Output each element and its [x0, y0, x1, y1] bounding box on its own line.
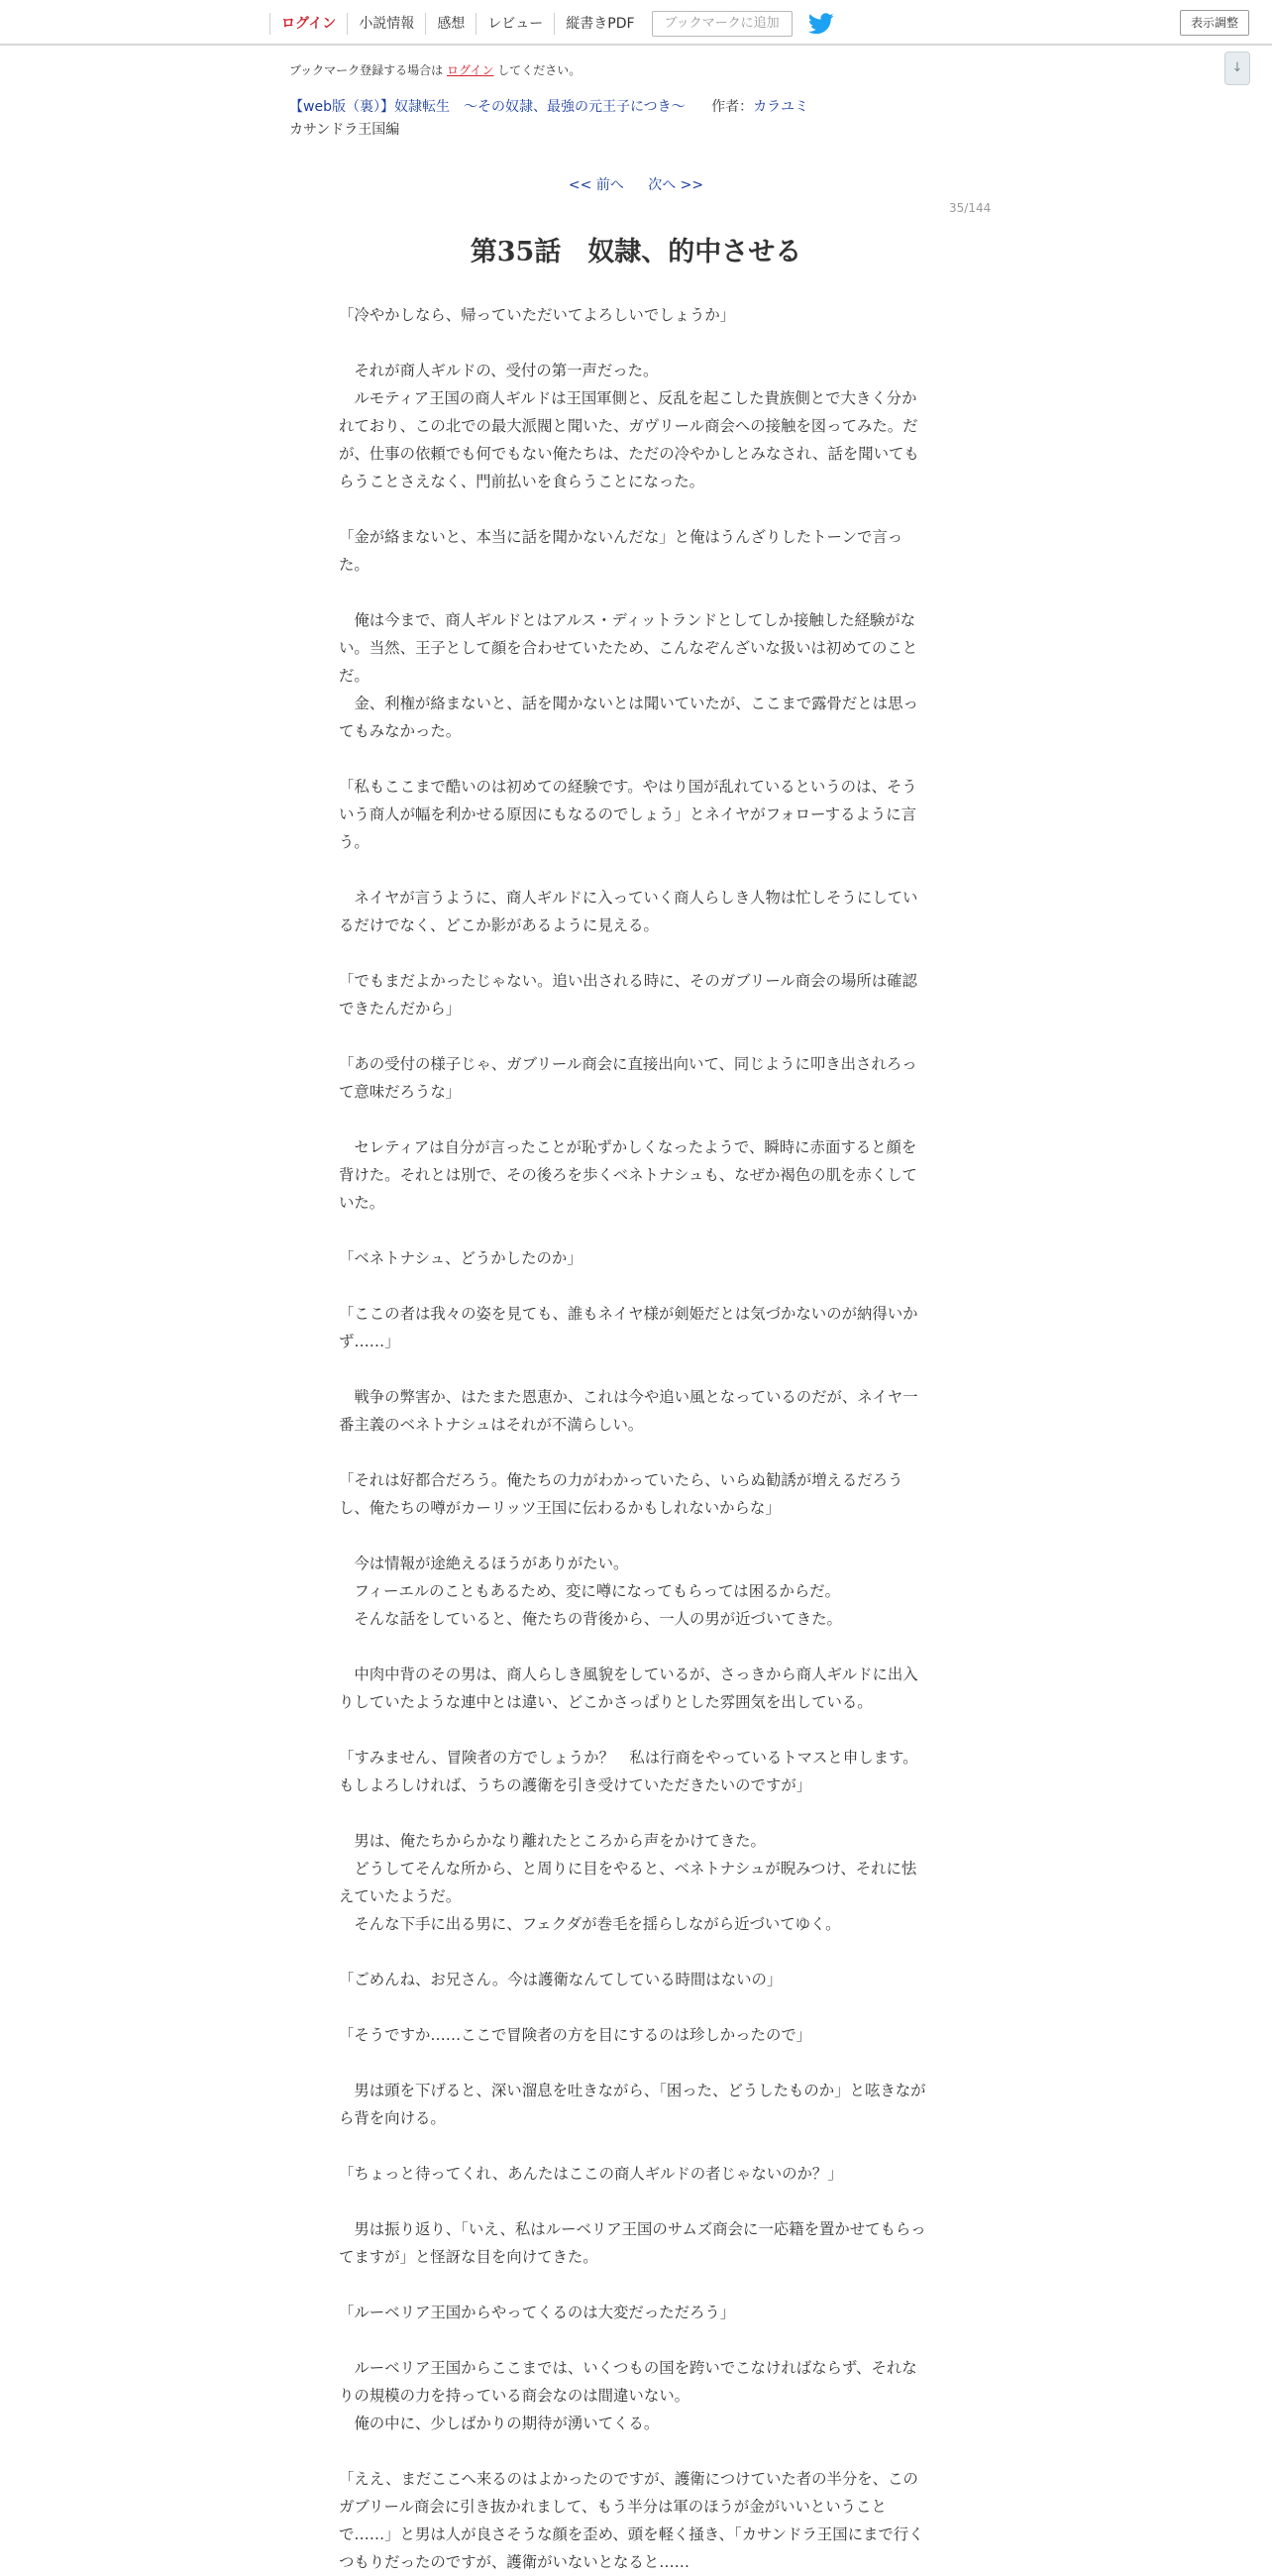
novel-paragraph: 今は情報が途絶えるほうがありがたい。 [339, 1555, 629, 1572]
novel-paragraph [339, 495, 927, 523]
login-note-link[interactable]: ログイン [447, 63, 494, 77]
display-settings-button[interactable]: 表示調整 [1180, 10, 1249, 36]
novel-paragraph [339, 1022, 927, 1050]
novel-paragraph: ルモティア王国の商人ギルドは王国軍側と、反乱を起こした貴族側とで大きく分かれており、この北での最大派閥と聞いた、ガヴリール商会への接触を図ってみた。だが、仕事の依頼でも何でもない俺たちは、ただの冷やかしとみなされ、話を聞いてもらうことさえなく、門前払いを食らうことになった。 [339, 389, 919, 490]
novel-paragraph [339, 2132, 927, 2160]
novel-paragraph [339, 2326, 927, 2354]
nav-reviews[interactable]: レビュー [476, 13, 554, 35]
novel-paragraph [339, 745, 927, 773]
top-header [0, 0, 1272, 46]
novel-paragraph [339, 1272, 927, 1300]
login-note-prefix: ブックマーク登録する場合は [289, 63, 444, 77]
next-link[interactable]: 次へ >> [648, 177, 704, 193]
nav-novel-info[interactable]: 小説情報 [347, 13, 425, 35]
pager [0, 174, 1272, 194]
novel-paragraph: 「ベネトナシュ、どうかしたのか」 [339, 1249, 583, 1267]
novel-paragraph [339, 579, 927, 606]
novel-paragraph: ルーベリア王国からここまでは、いくつもの国を跨いでこなければならず、それなりの規模の力を持っている商会なのは間違いない。 [339, 2359, 917, 2405]
novel-paragraph: 俺の中に、少しばかりの期待が湧いてくる。 [339, 2415, 660, 2432]
novel-paragraph: そんな下手に出る男に、フェクダが巻毛を揺らしながら近づいてゆく。 [339, 1915, 841, 1933]
novel-paragraph: 「ちょっと待ってくれ、あんたはここの商人ギルドの者じゃないのか？」 [339, 2165, 843, 2183]
novel-paragraph: 男は振り返り、「いえ、私はルーベリア王国のサムズ商会に一応籍を置かせてもらってますが」と怪訝な目を向けてきた。 [339, 2220, 926, 2266]
login-note [289, 61, 581, 78]
novel-paragraph [339, 1938, 927, 1966]
novel-title-line [289, 96, 808, 116]
novel-paragraph [339, 939, 927, 967]
novel-paragraph [339, 2049, 927, 2077]
main-nav [269, 8, 834, 40]
twitter-icon[interactable] [808, 13, 834, 35]
novel-paragraph: 「すみません、冒険者の方でしょうか？ 私は行商をやっているトマスと申します。もしよろしければ、うちの護衛を引き受けていただきたいのですが」 [339, 1749, 918, 1794]
novel-paragraph [339, 856, 927, 884]
nav-impressions[interactable]: 感想 [425, 13, 476, 35]
add-bookmark-button[interactable]: ブックマークに追加 [652, 11, 793, 37]
novel-paragraph: どうしてそんな所から、と周りに目をやると、ベネトナシュが睨みつけ、それに怯えていたようだ。 [339, 1860, 917, 1905]
novel-body [339, 301, 927, 2576]
novel-paragraph: 「そうですか……ここで冒険者の方を目にするのは珍しかったので」 [339, 2026, 812, 2044]
novel-paragraph [339, 329, 927, 357]
prev-link[interactable]: << 前へ [568, 177, 624, 193]
novel-paragraph: 男は頭を下げると、深い溜息を吐きながら、「困った、どうしたものか」と呟きながら背を向ける。 [339, 2082, 926, 2127]
novel-paragraph [339, 1799, 927, 1827]
page-count: 35/144 [949, 201, 992, 215]
novel-paragraph: 「でもまだよかったじゃない。追い出される時に、そのガブリール商会の場所は確認できたんだから」 [339, 972, 917, 1018]
novel-paragraph: 「ごめんね、お兄さん。今は護衛なんてしている時間はないの」 [339, 1971, 783, 1988]
novel-paragraph: セレティアは自分が言ったことが恥ずかしくなったようで、瞬時に赤面すると顔を背けた。それとは別で、その後ろを歩くベネトナシュも、なぜか褐色の肌を赤くしていた。 [339, 1138, 917, 1212]
novel-paragraph [339, 2271, 927, 2299]
author-label: 作者： [711, 99, 754, 115]
novel-paragraph: 金、利権が絡まないと、話を聞かないとは聞いていたが、ここまで露骨だとは思ってもみなかった。 [339, 695, 918, 740]
novel-paragraph: 「ええ、まだここへ来るのはよかったのですが、護衛につけていた者の半分を、このガブリール商会に引き抜かれまして、もう半分は軍のほうが金がいいということで……」と男は人が良さそうな顔を歪め、頭を軽く掻き、「カサンドラ王国にまで行くつもりだったのですが、護衛がいないとなると…… [339, 2470, 924, 2571]
novel-paragraph [339, 2188, 927, 2215]
novel-paragraph [339, 1439, 927, 1466]
novel-paragraph: ネイヤが言うように、商人ギルドに入っていく商人らしき人物は忙しそうにしているだけでなく、どこか影があるように見える。 [339, 889, 918, 934]
novel-paragraph: 「金が絡まないと、本当に話を聞かないんだな」と俺はうんざりしたトーンで言った。 [339, 528, 903, 574]
novel-paragraph: 男は、俺たちからかなり離れたところから声をかけてきた。 [339, 1832, 766, 1850]
novel-paragraph: 「あの受付の様子じゃ、ガブリール商会に直接出向いて、同じように叩き出されろって意味だろうな」 [339, 1055, 917, 1101]
novel-paragraph: 「ルーベリア王国からやってくるのは大変だっただろう」 [339, 2304, 736, 2321]
novel-paragraph: それが商人ギルドの、受付の第一声だった。 [339, 362, 659, 379]
novel-paragraph: 戦争の弊害か、はたまた恩恵か、これは今や追い風となっているのだが、ネイヤ一番主義のベネトナシュはそれが不満らしい。 [339, 1388, 918, 1434]
chapter-group-title: カサンドラ王国編 [289, 122, 400, 138]
novel-paragraph: 中肉中背のその男は、商人らしき風貌をしているが、さっきから商人ギルドに出入りしていたような連中とは違い、どこかさっぱりとした雰囲気を出している。 [339, 1665, 918, 1711]
novel-paragraph: 「冷やかしなら、帰っていただいてよろしいでしょうか」 [339, 306, 736, 324]
episode-title: 第35話 奴隷、的中させる [470, 237, 802, 268]
nav-login[interactable]: ログイン [269, 13, 347, 35]
novel-paragraph [339, 1217, 927, 1244]
login-note-suffix: してください。 [497, 63, 582, 77]
novel-title-link[interactable]: 【web版（裏）】奴隷転生 ～その奴隷、最強の元王子につき～ [289, 99, 686, 115]
novel-paragraph [339, 1633, 927, 1661]
scroll-down-arrow-icon[interactable]: ↓ [1224, 52, 1250, 85]
novel-paragraph [339, 1355, 927, 1383]
novel-paragraph [339, 1716, 927, 1744]
novel-paragraph [339, 2437, 927, 2465]
novel-paragraph: 「私もここまで酷いのは初めての経験です。やはり国が乱れているというのは、そういう商人が幅を利かせる原因にもなるのでしょう」とネイヤがフォローするように言う。 [339, 778, 917, 851]
novel-paragraph: そんな話をしていると、俺たちの背後から、一人の男が近づいてきた。 [339, 1610, 842, 1628]
novel-paragraph: 「それは好都合だろう。俺たちの力がわかっていたら、いらぬ勧誘が増えるだろうし、俺たちの噂がカーリッツ王国に伝わるかもしれないからな」 [339, 1471, 903, 1517]
novel-paragraph [339, 1993, 927, 2021]
novel-paragraph [339, 1106, 927, 1133]
novel-paragraph: 俺は今まで、商人ギルドとはアルス・ディットランドとしてしか接触した経験がない。当然、王子として顔を合わせていたため、こんなぞんざいな扱いは初めてのことだ。 [339, 611, 918, 685]
novel-paragraph [339, 1522, 927, 1550]
nav-vertical-pdf[interactable]: 縦書きPDF [554, 13, 645, 35]
author-link[interactable]: カラユミ [753, 99, 809, 115]
novel-paragraph: 「ここの者は我々の姿を見ても、誰もネイヤ様が剣姫だとは気づかないのが納得いかず……」 [339, 1305, 918, 1350]
novel-paragraph: フィーエルのこともあるため、変に噂になってもらっては困るからだ。 [339, 1582, 841, 1600]
